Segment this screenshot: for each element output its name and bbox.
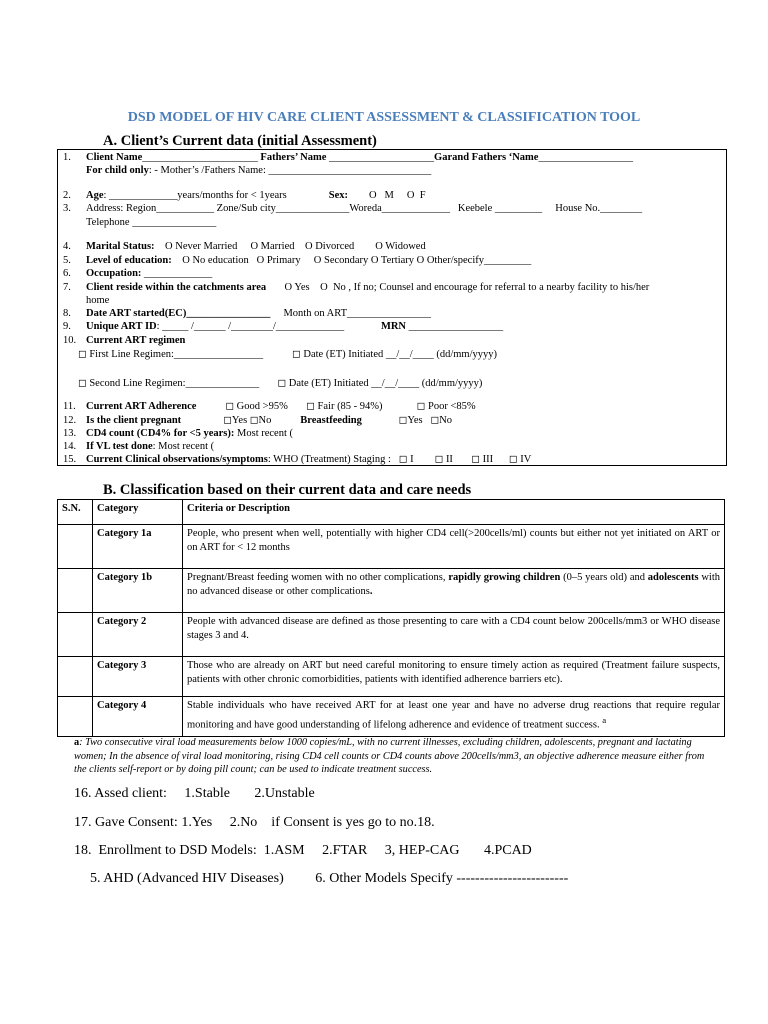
header-category: Category (93, 500, 183, 525)
row-sn (58, 569, 93, 613)
row-number: 15. (63, 454, 77, 465)
question-18-more-options[interactable]: 5. AHD (Advanced HIV Diseases) 6. Other Models Specify ------------------------ (90, 871, 569, 886)
second-line-regimen-fields[interactable]: ◻ Second Line Regimen:______________ ◻ Date (ET) Initiated __/__/____ (dd/mm/yyyy) (78, 378, 483, 389)
art-start-fields[interactable]: Date ART started(EC)________________ Month on ART________________ (86, 308, 432, 319)
row-description: Those who are already on ART but need careful monitoring to ensure timely action as required (Treatment failure suspects, patients with other chronic comorbidities, patients with identified adherence barriers etc). (183, 657, 725, 697)
row-sn (58, 525, 93, 569)
telephone-field[interactable]: Telephone ________________ (86, 217, 217, 228)
section-b-heading: B. Classification based on their current data and care needs (103, 482, 472, 498)
viral-load-field[interactable]: If VL test done: Most recent ( (86, 441, 215, 452)
art-id-fields[interactable]: Unique ART ID: _____ /______ /________/_____________ MRN __________________ (86, 321, 504, 332)
question-18[interactable]: 18. Enrollment to DSD Models: 1.ASM 2.FTAR 3, HEP-CAG 4.PCAD (74, 843, 532, 858)
row-number: 8. (63, 308, 71, 319)
child-parent-name-field[interactable]: For child only: - Mother’s /Fathers Name: _______________________________ (86, 165, 432, 176)
row-number: 10. (63, 335, 77, 346)
table-row (58, 569, 725, 613)
cd4-fields[interactable]: CD4 count (CD4% for <5 years): Most recent ( (86, 428, 293, 439)
page-title: DSD MODEL OF HIV CARE CLIENT ASSESSMENT & CLASSIFICATION TOOL (127, 110, 641, 125)
first-line-regimen-fields[interactable]: ◻ First Line Regimen:_________________ ◻ Date (ET) Initiated __/__/____ (dd/mm/yyyy) (78, 349, 498, 360)
table-row (58, 525, 725, 569)
row-category: Category 3 (93, 657, 183, 697)
question-17[interactable]: 17. Gave Consent: 1.Yes 2.No if Consent is yes go to no.18. (74, 815, 435, 830)
catchment-note: home (86, 295, 110, 306)
education-options[interactable]: Level of education: O No education O Primary O Secondary O Tertiary O Other/specify_________ (86, 255, 532, 266)
row-number: 3. (63, 203, 71, 214)
marital-status-options[interactable]: Marital Status: O Never Married O Married O Divorced O Widowed (86, 241, 426, 252)
row-category: Category 2 (93, 613, 183, 657)
row-number: 6. (63, 268, 71, 279)
client-data-box (57, 149, 727, 466)
row-category: Category 1a (93, 525, 183, 569)
occupation-field[interactable]: Occupation: _____________ (86, 268, 213, 279)
table-row (58, 657, 725, 697)
row-description: Pregnant/Breast feeding women with no other complications, rapidly growing children (0–5 years old) and adolescents with no advanced disease or other complications. (183, 569, 725, 613)
row-number: 2. (63, 190, 71, 201)
row-number: 1. (63, 152, 71, 163)
row-category: Category 4 (93, 697, 183, 737)
table-header-row (58, 500, 725, 525)
header-description: Criteria or Description (183, 500, 725, 525)
row-number: 11. (63, 401, 76, 412)
question-16[interactable]: 16. Assed client: 1.Stable 2.Unstable (74, 786, 315, 801)
table-row (58, 613, 725, 657)
row-description: Stable individuals who have received ART for at least one year and have no adverse drug reactions that require regular monitoring and have good understanding of lifelong adherence and evidence of treatment success. $^a$ (183, 697, 725, 737)
table-row (58, 697, 725, 737)
row-sn (58, 613, 93, 657)
catchment-options[interactable]: Client reside within the catchments area O Yes O No , If no; Counsel and encourage for referral to a nearby facility to his/her (86, 282, 650, 293)
row-category: Category 1b (93, 569, 183, 613)
row-number: 7. (63, 282, 71, 293)
row-number: 9. (63, 321, 71, 332)
client-name-fields[interactable]: Client Name______________________ Fathers’ Name ____________________Garand Fathers ‘Name__________________ (86, 152, 633, 163)
row-sn (58, 657, 93, 697)
section-a-heading: A. Client’s Current data (initial Assessment) (103, 133, 377, 149)
row-number: 14. (63, 441, 77, 452)
current-regimen-label: Current ART regimen (86, 335, 186, 346)
row-description: People with advanced disease are defined as those presenting to care with a CD4 count below 200cells/mm3 or WHO disease stages 3 and 4. (183, 613, 725, 657)
who-staging-options[interactable]: Current Clinical observations/symptoms: WHO (Treatment) Staging : ◻ I ◻ II ◻ III ◻ IV (86, 454, 532, 465)
row-description: People, who present when well, potentially with higher CD4 cell(>200cells/ml) counts but either not yet initiated on ART or on ART for < 12 months (183, 525, 725, 569)
row-number: 4. (63, 241, 71, 252)
row-number: 13. (63, 428, 77, 439)
header-sn: S.N. (58, 500, 93, 525)
row-sn (58, 697, 93, 737)
row-number: 5. (63, 255, 71, 266)
adherence-options[interactable]: Current ART Adherence ◻ Good >95% ◻ Fair (85 - 94%) ◻ Poor <85% (86, 401, 476, 412)
address-fields[interactable]: Address: Region___________ Zone/Sub city______________Woreda_____________ Keebele _________ House No.________ (86, 203, 643, 214)
age-sex-fields[interactable]: Age: _____________years/months for < 1years Sex: O M O F (86, 190, 426, 201)
classification-table (57, 499, 725, 737)
pregnancy-options[interactable]: Is the client pregnant ◻Yes ◻No Breastfeeding ◻Yes ◻No (86, 415, 453, 426)
row-number: 12. (63, 415, 77, 426)
table-footnote: a: Two consecutive viral load measurements below 1000 copies/mL, with no current illnesses, excluding children, adolescents, pregnant and lactating women; In the absence of viral load monitoring, rising CD4 cell counts or CD4 counts above 200cells/mm3, an objective adherence measure either from the clients self-report or by doing pill count; can be used to indicate treatment success. (74, 737, 705, 775)
